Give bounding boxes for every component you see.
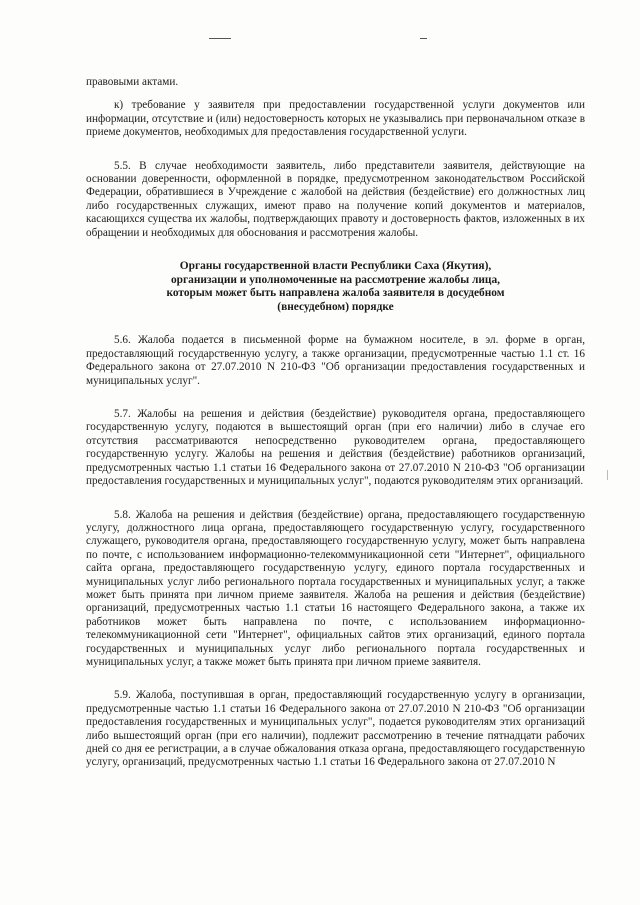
heading-line: которым может быть направлена жалоба заявителя в досудебном bbox=[166, 287, 505, 300]
paragraph-5-5: 5.5. В случае необходимости заявитель, либо представители заявителя, действующие на основании доверенности, оформленной в порядке, предусмотренном законодательством Российской Федерации, обратившиеся в Учреждение с жалобой на действия (бездействие) его должностных лиц либо государственных служащих, имеют право на получение копий документов и материалов, касающихся существа их жалобы, подтверждающих правоту и достоверность фактов, изложенных в их обращении и необходимых для обоснования и рассмотрения жалобы. bbox=[86, 159, 585, 239]
paragraph-5-8: 5.8. Жалоба на решения и действия (бездействие) органа, предоставляющего государственную услугу, должностного лица органа, предоставляющего государственную услугу, государственного служащего, руководителя органа, предоставляющего государственную услугу, может быть направлена по почте, с использованием информационно-телекоммуникационной сети "Интернет", официального сайта органа, предоставляющего государственную услугу, единого портала государственных и муниципальных услуг либо регионального портала государственных и муниципальных услуг, а также может быть принята при личном приеме заявителя. Жалоба на решения и действия (бездействие) организаций, предусмотренных частью 1.1 статьи 16 настоящего Федерального закона, а также их работников может быть направлена по почте, с использованием информационно-телекоммуникационной сети "Интернет", официальных сайтов этих организаций, единого портала государственных и муниципальных услуг либо регионального портала государственных и муниципальных услуг, а также может быть принята при личном приеме заявителя. bbox=[86, 508, 585, 668]
paragraph-continuation: правовыми актами. bbox=[86, 76, 179, 88]
heading-line: (внесудебном) порядке bbox=[277, 300, 394, 313]
scan-artifact bbox=[607, 470, 608, 480]
paragraph-5-9: 5.9. Жалоба, поступившая в орган, предоставляющий государственную услугу в организации, предусмотренные частью 1.1 статьи 16 Федерального закона от 27.07.2010 N 210-ФЗ "Об организации предоставления государственных и муниципальных услуг", подается руководителям этих организаций либо вышестоящий орган (при его наличии), подлежит рассмотрению в течение пятнадцати рабочих дней со дня ее регистрации, а в случае обжалования отказа органа, предоставляющего государственную услугу, организаций, предусмотренных частью 1.1 статьи 16 Федерального закона от 27.07.2010 N bbox=[86, 689, 585, 769]
document-body bbox=[86, 76, 585, 770]
paragraph-k: к) требование у заявителя при предоставлении государственной услуги документов или информации, отсутствие и (или) недостоверность которых не указывались при первоначальном отказе в приеме документов, необходимых для предоставления государственной услуги. bbox=[86, 99, 585, 139]
paragraph-5-6: 5.6. Жалоба подается в письменной форме на бумажном носителе, в эл. форме в орган, предоставляющий государственную услугу, а также организации, предусмотренные частью 1.1 ст. 16 Федерального закона от 27.07.2010 N 210-ФЗ "Об организации предоставления государственных и муниципальных услуг". bbox=[86, 334, 585, 387]
scan-artifact bbox=[420, 38, 427, 39]
paragraph-5-7: 5.7. Жалобы на решения и действия (бездействие) руководителя органа, предоставляющего государственную услугу, подаются в вышестоящий орган (при его наличии) либо в случае его отсутствия рассматриваются непосредственно руководителем органа, предоставляющего государственную услугу. Жалобы на решения и действия (бездействие) работников организаций, предусмотренных частью 1.1 статьи 16 Федерального закона от 27.07.2010 N 210-ФЗ "Об организации предоставления государственных и муниципальных услуг", подаются руководителям этих организаций. bbox=[86, 408, 585, 488]
scan-artifact bbox=[209, 38, 231, 39]
section-heading bbox=[86, 260, 585, 314]
heading-line: Органы государственной власти Республики Саха (Якутия), bbox=[179, 260, 492, 273]
heading-line: организации и уполномоченные на рассмотрение жалобы лица, bbox=[170, 273, 501, 286]
